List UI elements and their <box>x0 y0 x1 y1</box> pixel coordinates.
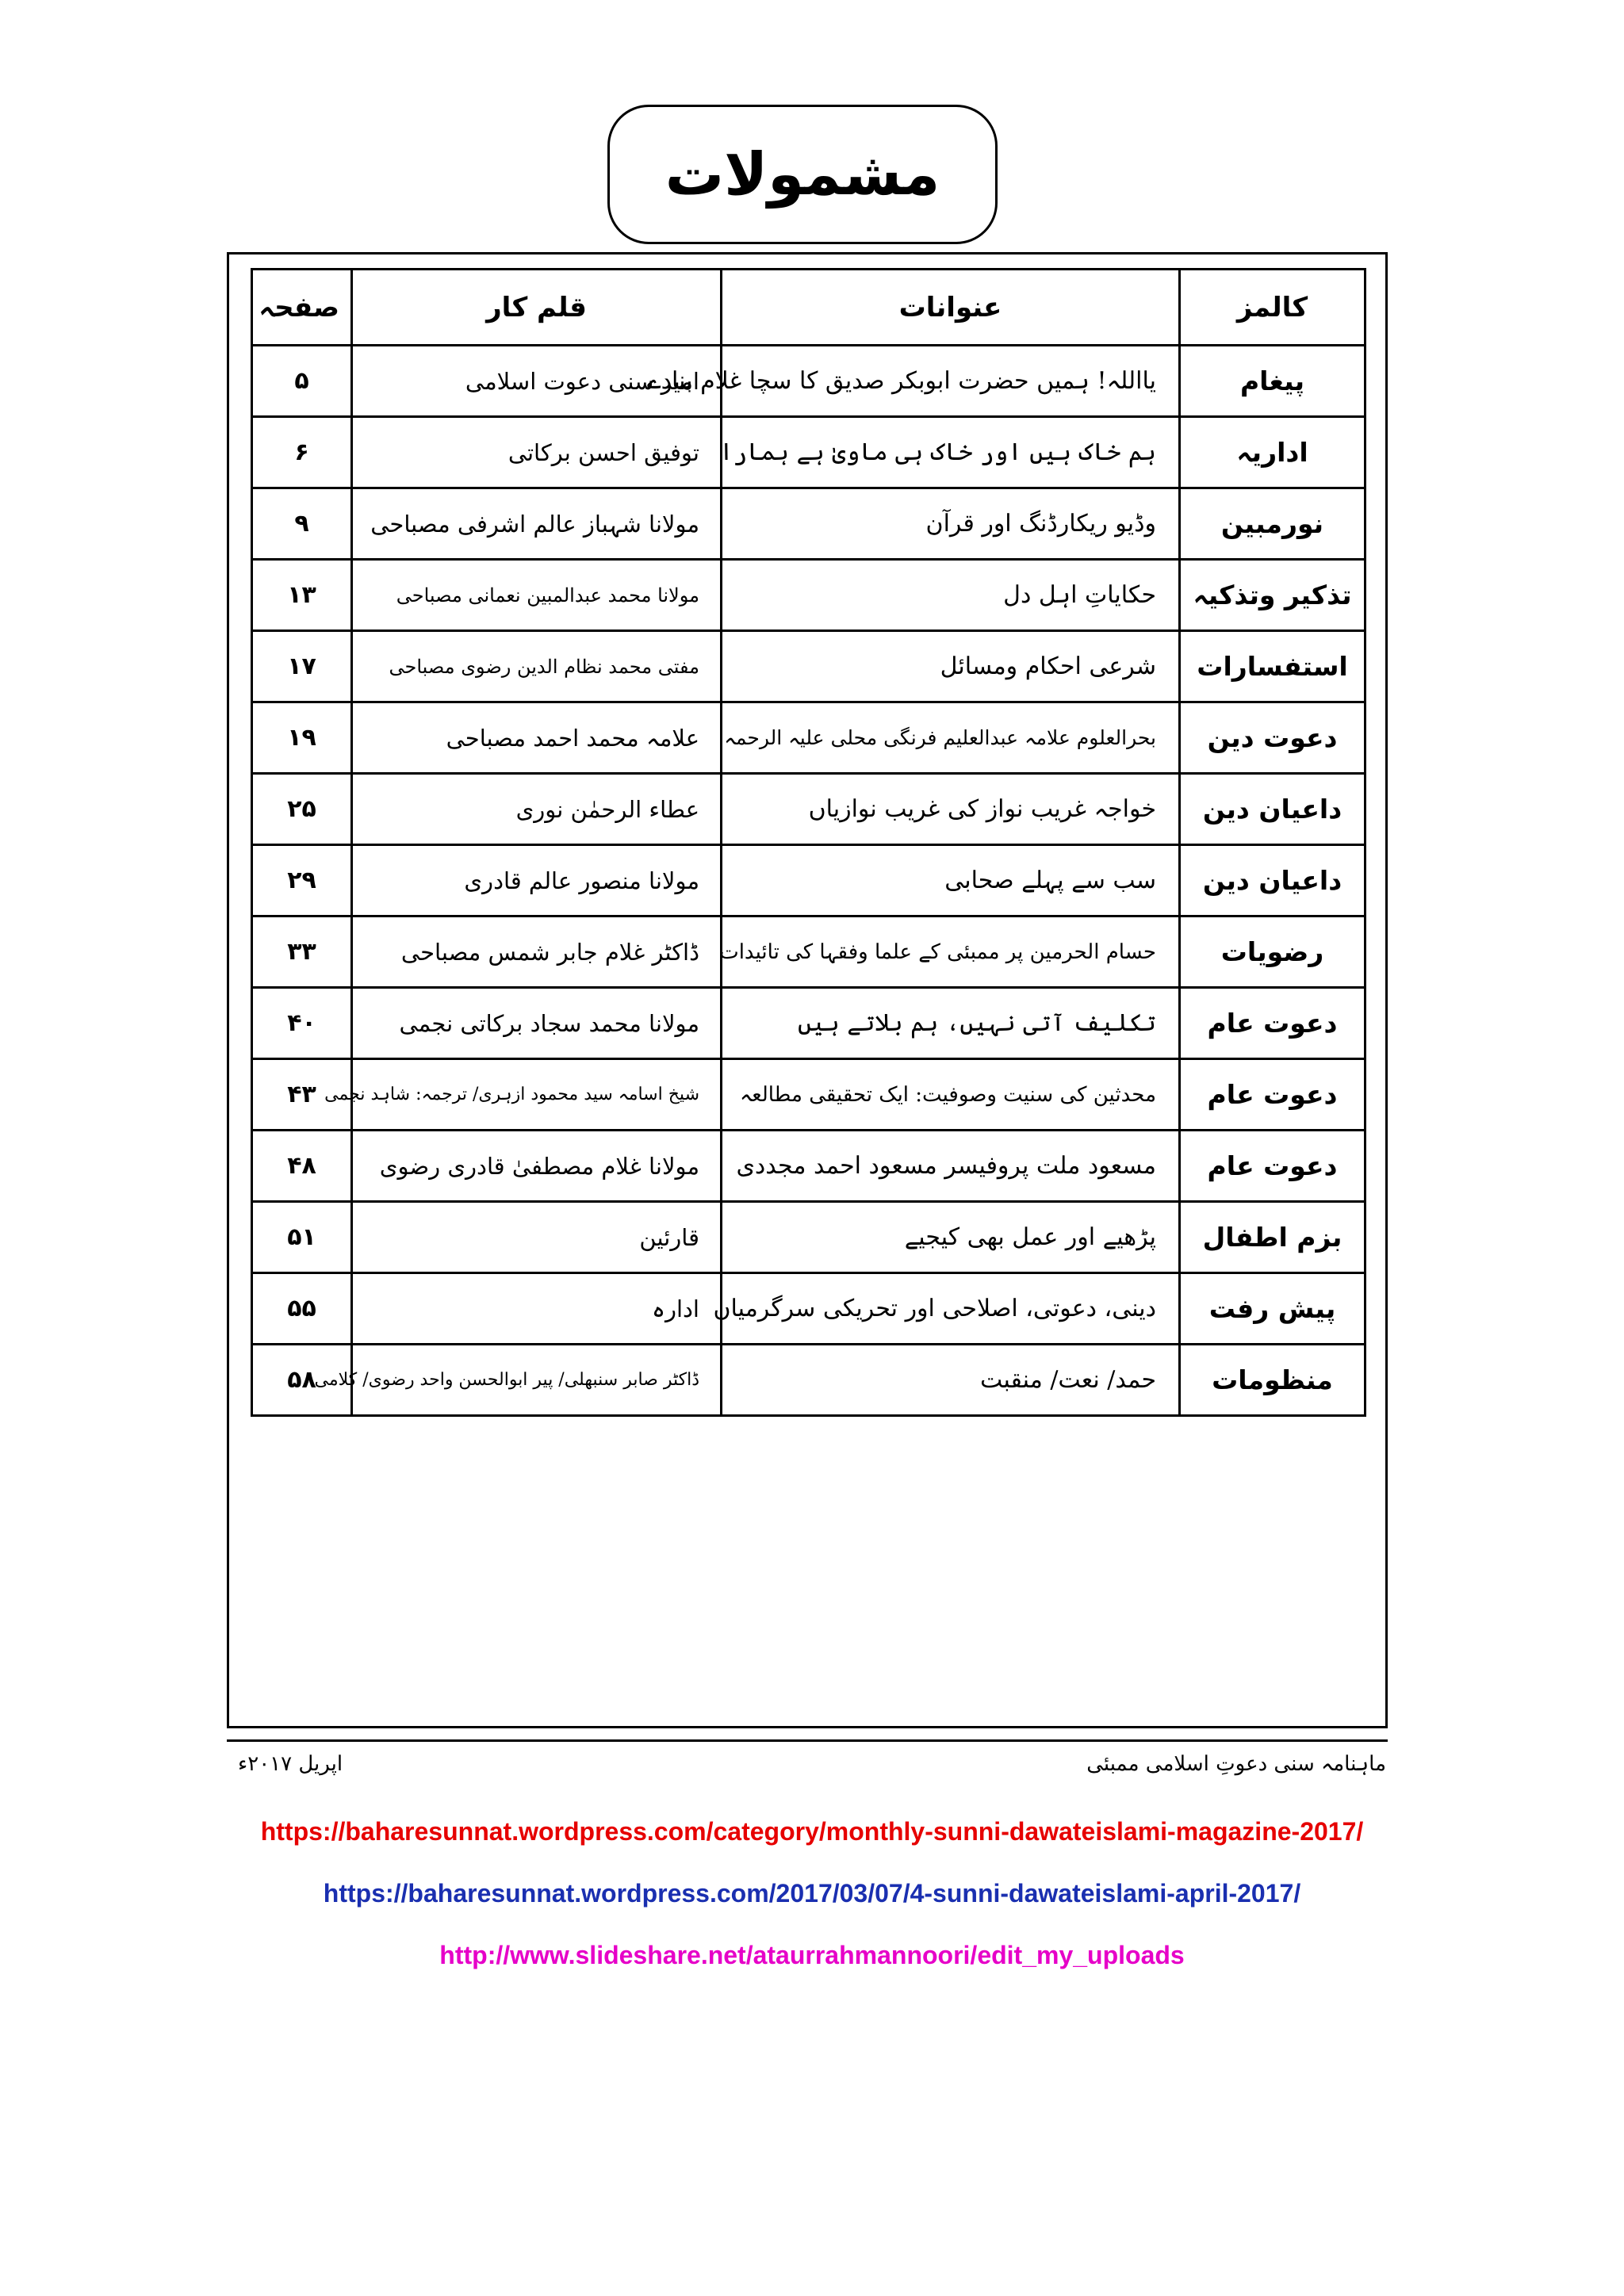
row-page: ۲۵ <box>252 774 352 845</box>
category-link[interactable]: https://baharesunnat.wordpress.com/category/monthly-sunni-dawateislami-magazine-2017/ <box>260 1817 1364 1846</box>
row-page: ۲۹ <box>252 845 352 916</box>
row-author: مولانا محمد عبدالمبین نعمانی مصباحی <box>352 560 722 631</box>
table-row <box>252 346 1365 417</box>
footer-issue-date: اپریل ۲۰۱۷ء <box>238 1752 343 1776</box>
row-page: ۵۵ <box>252 1273 352 1345</box>
row-page: ۱۳ <box>252 560 352 631</box>
header-author: قلم کار <box>352 270 722 346</box>
row-title: حکایاتِ اہل دل <box>722 560 1180 631</box>
row-author: ڈاکٹر صابر سنبھلی/ پیر ابوالحسن واحد رضوی/ کلامی <box>352 1345 722 1416</box>
row-author: مفتی محمد نظام الدین رضوی مصباحی <box>352 631 722 702</box>
row-author: علامہ محمد احمد مصباحی <box>352 702 722 774</box>
row-title: مسعود ملت پروفیسر مسعود احمد مجددی <box>722 1131 1180 1202</box>
table-row <box>252 916 1365 988</box>
row-author: توفیق احسن برکاتی <box>352 417 722 488</box>
row-author: امیر سنی دعوت اسلامی <box>352 346 722 417</box>
row-column: اداریہ <box>1180 417 1365 488</box>
row-title: بحرالعلوم علامہ عبدالعلیم فرنگی محلی علیہ الرحمہ <box>722 702 1180 774</box>
table-row <box>252 1059 1365 1131</box>
row-title: وڈیو ریکارڈنگ اور قرآن <box>722 488 1180 560</box>
header-page: صفحہ <box>252 270 352 346</box>
row-title: محدثین کی سنیت وصوفیت: ایک تحقیقی مطالعہ <box>722 1059 1180 1131</box>
page-title: مشمولات <box>665 140 940 209</box>
row-column: نورمبین <box>1180 488 1365 560</box>
row-title: شرعی احکام ومسائل <box>722 631 1180 702</box>
row-page: ۵۱ <box>252 1202 352 1273</box>
table-row <box>252 774 1365 845</box>
row-title: تکلیف آتی نہیں، ہم بلاتے ہیں <box>722 988 1180 1059</box>
row-column: داعیان دین <box>1180 845 1365 916</box>
row-author: مولانا غلام مصطفیٰ قادری رضوی <box>352 1131 722 1202</box>
table-row <box>252 560 1365 631</box>
row-author: مولانا شہباز عالم اشرفی مصباحی <box>352 488 722 560</box>
table-header-row <box>252 270 1365 346</box>
row-column: رضویات <box>1180 916 1365 988</box>
table-row <box>252 702 1365 774</box>
row-title: دینی، دعوتی، اصلاحی اور تحریکی سرگرمیاں <box>722 1273 1180 1345</box>
row-author: شیخ اسامہ سید محمود ازہری/ ترجمہ: شاہد نجمی <box>352 1059 722 1131</box>
row-title: حمد/ نعت/ منقبت <box>722 1345 1180 1416</box>
row-author: مولانا منصور عالم قادری <box>352 845 722 916</box>
row-page: ۴۸ <box>252 1131 352 1202</box>
table-row <box>252 488 1365 560</box>
issue-link[interactable]: https://baharesunnat.wordpress.com/2017/03/07/4-sunni-dawateislami-april-2017/ <box>323 1879 1301 1908</box>
table-row <box>252 988 1365 1059</box>
row-column: بزم اطفال <box>1180 1202 1365 1273</box>
row-page: ۵ <box>252 346 352 417</box>
row-title: حسام الحرمین پر ممبئی کے علما وفقہا کی تائیدات <box>722 916 1180 988</box>
row-author: ڈاکٹر غلام جابر شمس مصباحی <box>352 916 722 988</box>
table-row <box>252 1273 1365 1345</box>
row-column: دعوت دین <box>1180 702 1365 774</box>
table-row <box>252 845 1365 916</box>
row-column: دعوت عام <box>1180 988 1365 1059</box>
table-row <box>252 417 1365 488</box>
row-author: مولانا محمد سجاد برکاتی نجمی <box>352 988 722 1059</box>
row-column: دعوت عام <box>1180 1131 1365 1202</box>
row-column: استفسارات <box>1180 631 1365 702</box>
row-column: منظومات <box>1180 1345 1365 1416</box>
row-column: پیغام <box>1180 346 1365 417</box>
row-author: ادارہ <box>352 1273 722 1345</box>
row-page: ۳۳ <box>252 916 352 988</box>
row-page: ۵۸ <box>252 1345 352 1416</box>
row-page: ۱۹ <box>252 702 352 774</box>
row-page: ۶ <box>252 417 352 488</box>
row-column: تذکیر وتذکیہ <box>1180 560 1365 631</box>
row-page: ۴۰ <box>252 988 352 1059</box>
page-title-box <box>607 105 998 244</box>
row-title: یااللہ! ہمیں حضرت ابوبکر صدیق کا سچا غلام بنادے <box>722 346 1180 417</box>
row-title: خواجہ غریب نواز کی غریب نوازیاں <box>722 774 1180 845</box>
row-column: دعوت عام <box>1180 1059 1365 1131</box>
row-page: ۱۷ <box>252 631 352 702</box>
contents-table <box>251 268 1366 1417</box>
table-row <box>252 1202 1365 1273</box>
row-page: ۹ <box>252 488 352 560</box>
row-author: قارئین <box>352 1202 722 1273</box>
table-row <box>252 1131 1365 1202</box>
row-title: ہم خاک ہیں اور خاک ہی ماویٰ ہے ہمارا <box>722 417 1180 488</box>
slideshare-link[interactable]: http://www.slideshare.net/ataurrahmannoori/edit_my_uploads <box>439 1941 1185 1969</box>
header-title: عنوانات <box>722 270 1180 346</box>
table-row <box>252 631 1365 702</box>
footer-divider <box>227 1739 1388 1742</box>
table-row <box>252 1345 1365 1416</box>
row-author: عطاء الرحمٰن نوری <box>352 774 722 845</box>
row-page: ۴۳ <box>252 1059 352 1131</box>
row-column: داعیان دین <box>1180 774 1365 845</box>
header-column: کالمز <box>1180 270 1365 346</box>
row-column: پیش رفت <box>1180 1273 1365 1345</box>
row-title: سب سے پہلے صحابی <box>722 845 1180 916</box>
footer-magazine-name: ماہنامہ سنی دعوتِ اسلامی ممبئی <box>1086 1752 1386 1776</box>
row-title: پڑھیے اور عمل بھی کیجیے <box>722 1202 1180 1273</box>
